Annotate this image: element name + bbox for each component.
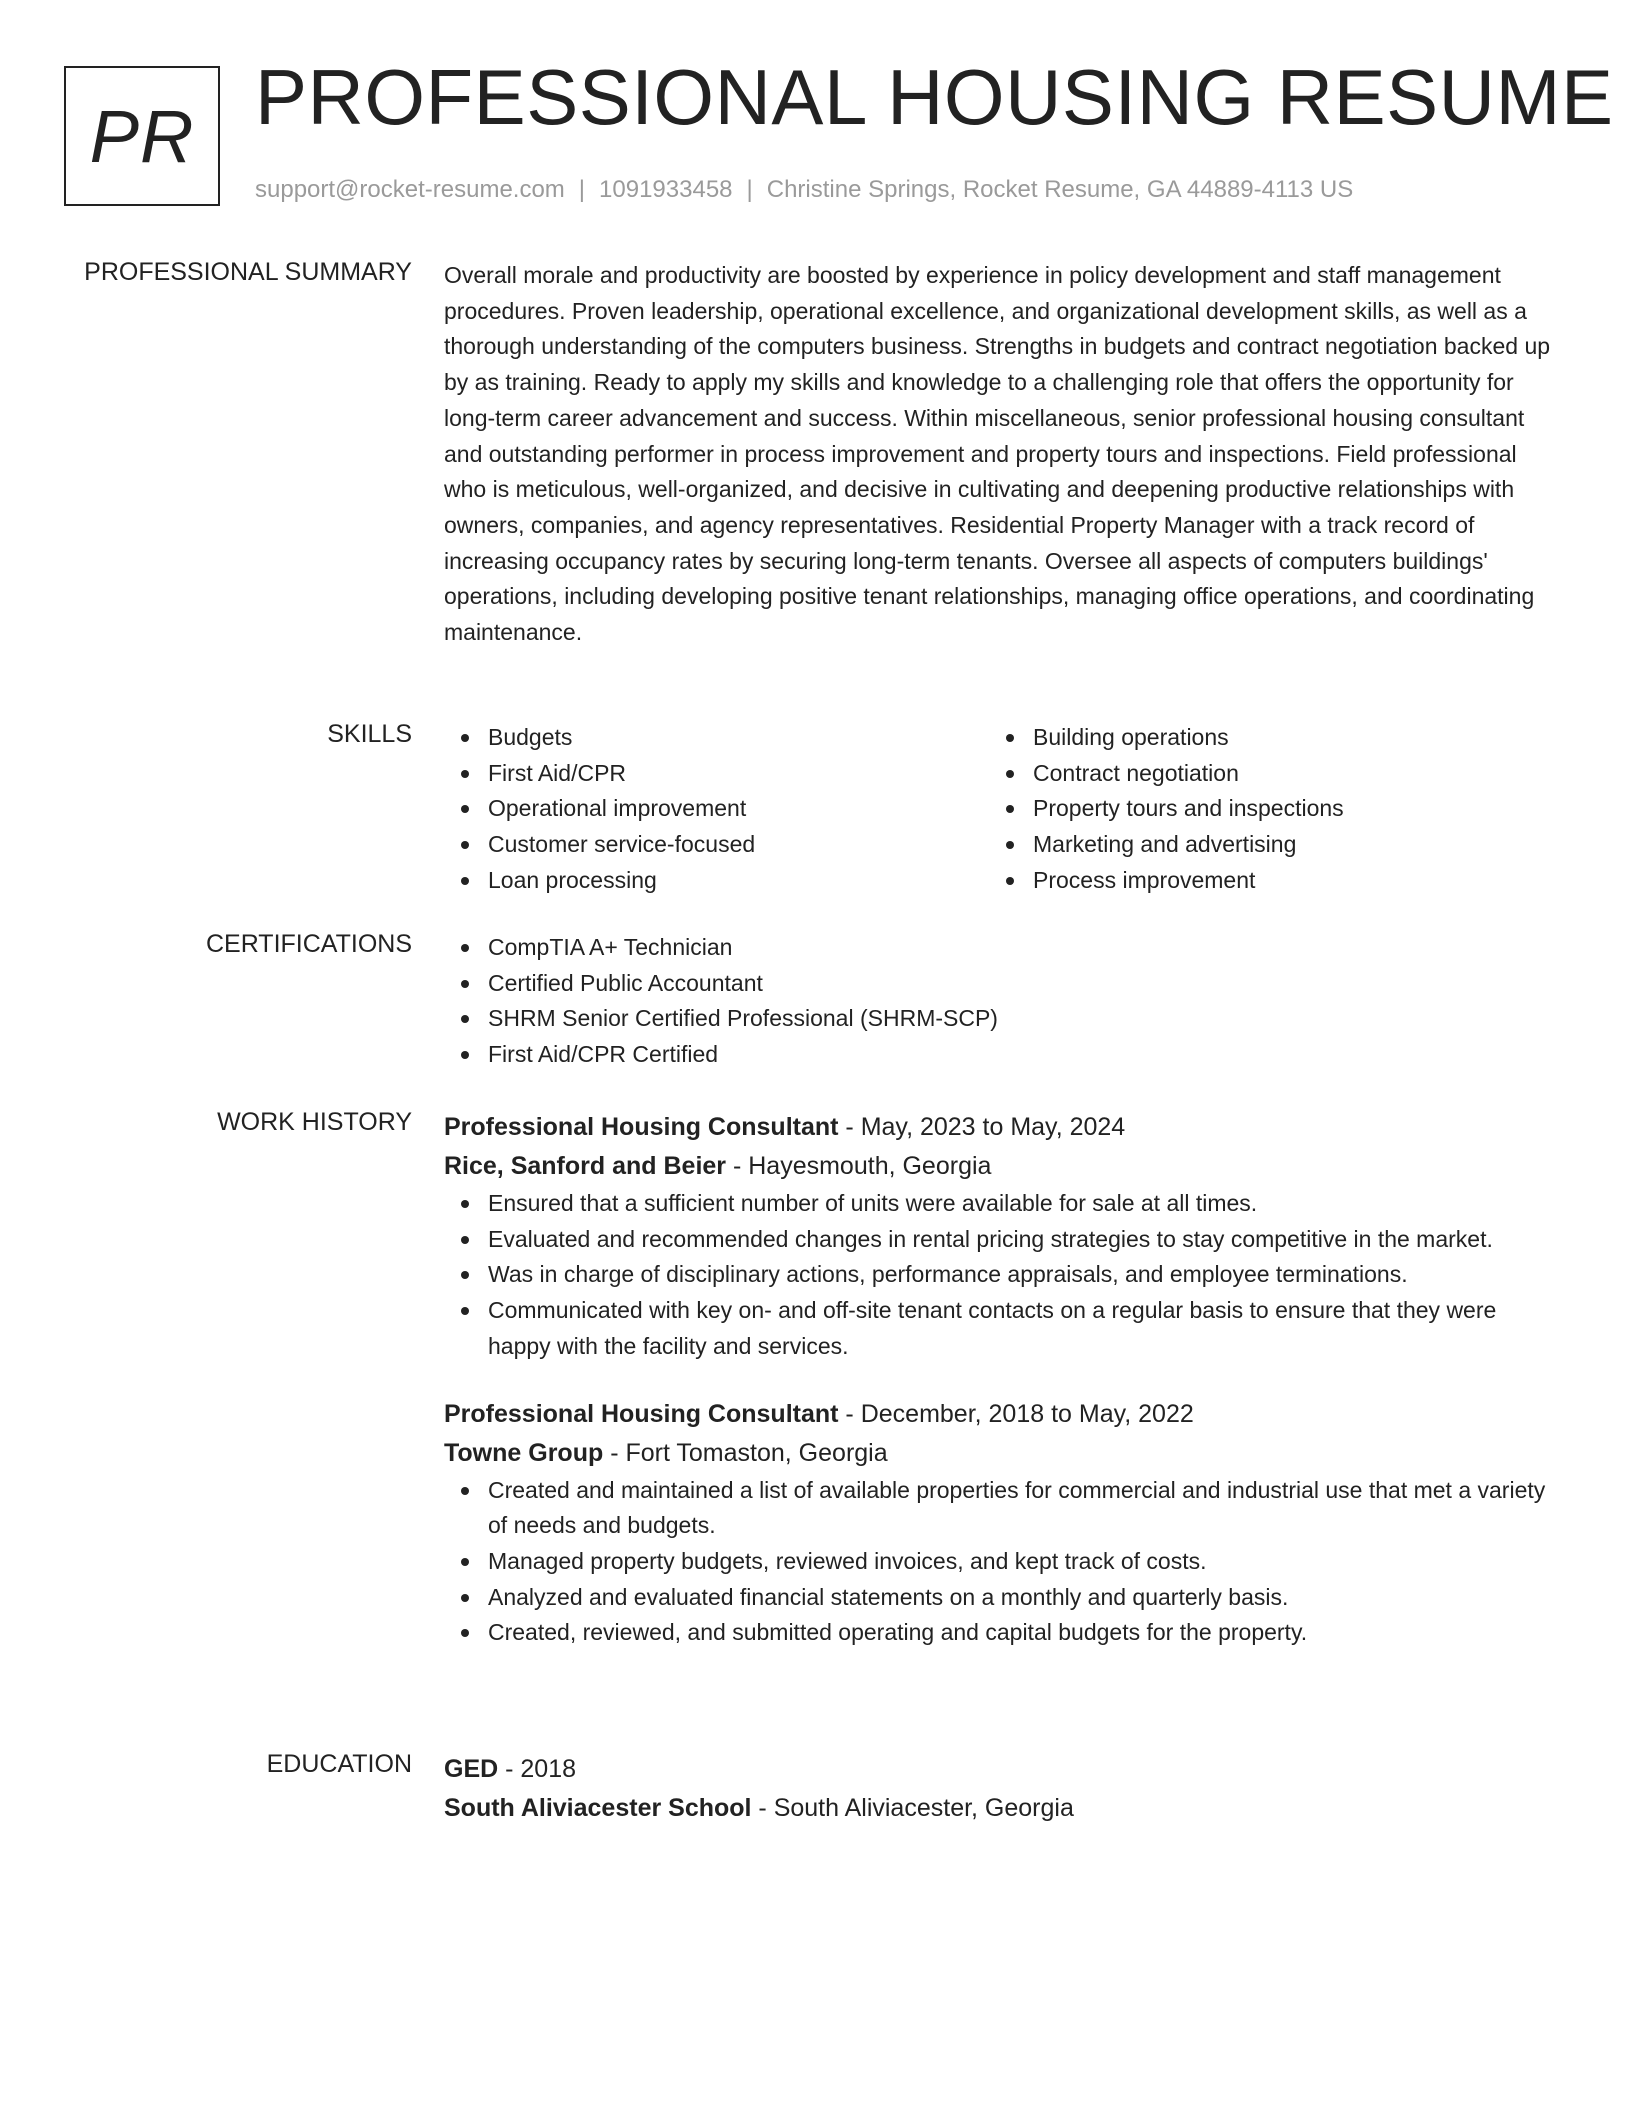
job-location: - Hayesmouth, Georgia (726, 1152, 992, 1180)
education-school-line (444, 1789, 1556, 1828)
job-duty-item: Created and maintained a list of available properties for commercial and industrial use that met a variety of needs and budgets. (488, 1473, 1556, 1544)
education-location: - South Aliviacester, Georgia (751, 1794, 1074, 1822)
certifications-heading: CERTIFICATIONS (205, 930, 412, 958)
contact-separator: | (578, 176, 586, 203)
job-duties-list (444, 1473, 1556, 1652)
job-company: Rice, Sanford and Beier (444, 1152, 727, 1180)
job-dates: - December, 2018 to May, 2022 (838, 1399, 1194, 1428)
education-degree-line (444, 1750, 1556, 1789)
job-entry (444, 1395, 1556, 1652)
work-history-body (444, 1108, 1556, 1651)
skill-item: Loan processing (488, 863, 989, 899)
skills-column-right (989, 720, 1534, 899)
certification-item: Certified Public Accountant (488, 966, 1556, 1002)
job-title-line (444, 1395, 1556, 1434)
job-duty-item: Created, reviewed, and submitted operating and capital budgets for the property. (488, 1615, 1556, 1651)
job-company-line (444, 1434, 1556, 1473)
job-duty-item: Analyzed and evaluated financial statements on a monthly and quarterly basis. (488, 1580, 1556, 1616)
education-year: - 2018 (498, 1755, 577, 1783)
skills-body (444, 720, 1556, 899)
certification-item: First Aid/CPR Certified (488, 1037, 1556, 1073)
education-school: South Aliviacester School (444, 1794, 752, 1822)
work-history-heading: WORK HISTORY (217, 1108, 412, 1136)
skill-item: Building operations (1033, 720, 1534, 756)
skills-heading: SKILLS (327, 720, 412, 748)
skill-item: Budgets (488, 720, 989, 756)
skill-item: Customer service-focused (488, 827, 989, 863)
job-duty-item: Was in charge of disciplinary actions, performance appraisals, and employee terminations. (488, 1257, 1556, 1293)
job-company-line (444, 1147, 1556, 1186)
resume-title: PROFESSIONAL HOUSING RESUME (255, 53, 1614, 141)
education-heading: EDUCATION (266, 1750, 412, 1778)
job-location: - Fort Tomaston, Georgia (603, 1438, 888, 1467)
skills-grid (444, 720, 1556, 899)
job-duties-list (444, 1186, 1556, 1365)
job-title: Professional Housing Consultant (444, 1399, 839, 1428)
job-duty-item: Ensured that a sufficient number of units were available for sale at all times. (488, 1186, 1556, 1222)
skill-item: Marketing and advertising (1033, 827, 1534, 863)
skills-column-left (444, 720, 989, 899)
contact-separator: | (746, 176, 753, 203)
monogram-logo: PR (64, 66, 220, 206)
contact-phone[interactable]: 1091933458 (599, 176, 733, 203)
certification-item: SHRM Senior Certified Professional (SHRM-SCP) (488, 1001, 1556, 1037)
education-body (444, 1750, 1556, 1828)
education-degree: GED (444, 1755, 499, 1783)
contact-line (255, 176, 1353, 204)
summary-heading: PROFESSIONAL SUMMARY (84, 258, 412, 286)
skill-item: Operational improvement (488, 791, 989, 827)
summary-text: Overall morale and productivity are boosted by experience in policy development and staff management procedures. Proven leadership, operational excellence, and organizational development skills, as well as a thorough understanding of the computers business. Strengths in budgets and contract negotiation backed up by as training. Ready to apply my skills and knowledge to a challenging role that offers the opportunity for long-term career advancement and success. Within miscellaneous, senior professional housing consultant and outstanding performer in process improvement and property tours and inspections. Field professional who is meticulous, well-organized, and decisive in cultivating and deepening productive relationships with owners, companies, and agency representatives. Residential Property Manager with a track record of increasing occupancy rates by securing long-term tenants. Oversee all aspects of computers buildings' operations, including developing positive tenant relationships, managing office operations, and coordinating maintenance. (444, 262, 1551, 646)
job-title-line (444, 1108, 1556, 1147)
skills-list-right (989, 720, 1534, 899)
contact-address: Christine Springs, Rocket Resume, GA 44889-4113 US (766, 176, 1354, 203)
skill-item: Property tours and inspections (1033, 791, 1534, 827)
job-duty-item: Managed property budgets, reviewed invoices, and kept track of costs. (488, 1544, 1556, 1580)
certifications-list (444, 930, 1556, 1073)
skill-item: First Aid/CPR (488, 756, 989, 792)
job-title: Professional Housing Consultant (444, 1113, 839, 1141)
skill-item: Process improvement (1033, 863, 1534, 899)
job-company: Towne Group (444, 1438, 604, 1467)
certifications-body (444, 930, 1556, 1073)
skills-list-left (444, 720, 989, 899)
certification-item: CompTIA A+ Technician (488, 930, 1556, 966)
skill-item: Contract negotiation (1033, 756, 1534, 792)
summary-body (444, 258, 1556, 651)
job-entry (444, 1108, 1556, 1365)
job-dates: - May, 2023 to May, 2024 (838, 1113, 1126, 1141)
job-duty-item: Evaluated and recommended changes in rental pricing strategies to stay competitive in the market. (488, 1222, 1556, 1258)
job-duty-item: Communicated with key on- and off-site tenant contacts on a regular basis to ensure that they were happy with the facility and services. (488, 1293, 1556, 1364)
contact-email[interactable]: support@rocket-resume.com (255, 176, 565, 203)
